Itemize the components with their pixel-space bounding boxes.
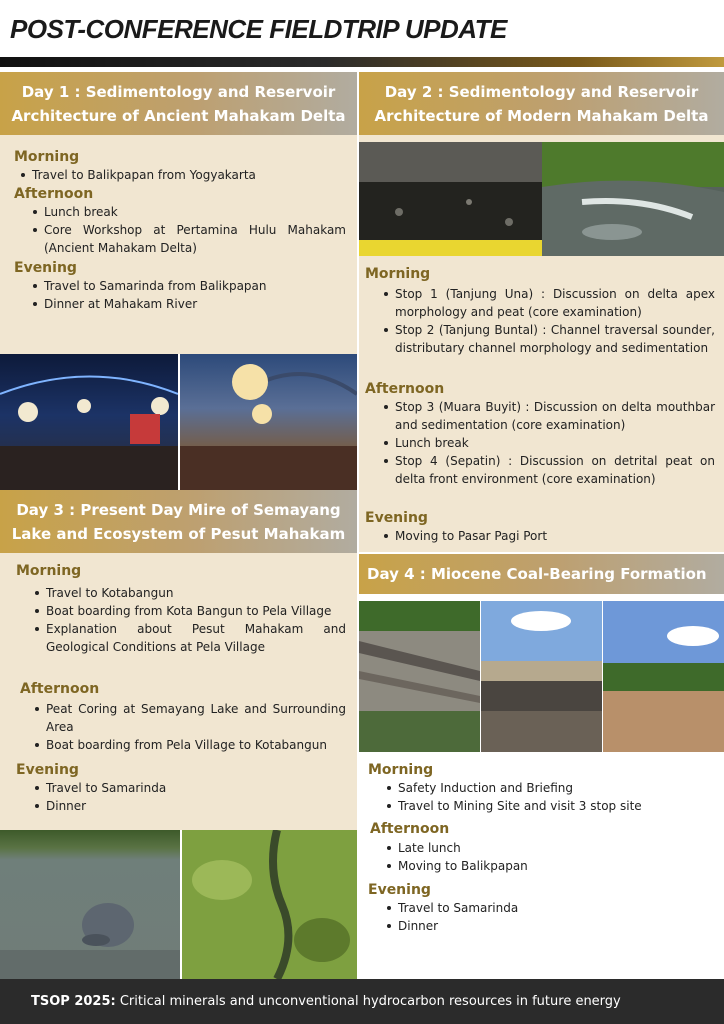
title-rule	[0, 57, 724, 67]
day2-morning-label: Morning	[365, 266, 431, 282]
coal-mine-photo-3	[603, 601, 724, 752]
list-item: Stop 2 (Tanjung Buntal) : Channel traversal sounder, distributary channel morphology and sedimentation	[381, 321, 715, 357]
page-title: POST-CONFERENCE FIELDTRIP UPDATE	[10, 14, 507, 44]
day2-afternoon-label: Afternoon	[365, 381, 445, 397]
day4-afternoon	[370, 820, 718, 875]
list-item: Stop 3 (Muara Buyit) : Discussion on delta mouthbar and sedimentation (core examination)	[381, 398, 715, 434]
list-item: Peat Coring at Semayang Lake and Surrounding Area	[32, 700, 346, 736]
day1-header: Day 1 : Sedimentology and Reservoir Architecture of Ancient Mahakam Delta	[0, 72, 357, 135]
day3-morning	[16, 562, 346, 656]
river-bridge-photo	[0, 354, 178, 490]
day3-header: Day 3 : Present Day Mire of Semayang Lake and Ecosystem of Pesut Mahakam	[0, 490, 357, 553]
day3-evening-label: Evening	[16, 762, 79, 778]
day4-afternoon-label: Afternoon	[370, 821, 450, 837]
list-item: Travel to Kotabangun	[32, 584, 346, 602]
day1-morning-label: Morning	[14, 149, 80, 165]
coal-mine-photo-2	[481, 601, 602, 752]
aerial-river-photo	[182, 830, 357, 979]
day3-afternoon-label: Afternoon	[20, 681, 100, 697]
list-item: Stop 4 (Sepatin) : Discussion on detrital peat on delta front environment (core examination)	[381, 452, 715, 488]
list-item: Travel to Samarinda	[384, 899, 718, 917]
footer-event: TSOP 2025:	[31, 994, 116, 1009]
list-item: Travel to Samarinda	[32, 779, 346, 797]
day4-header: Day 4 : Miocene Coal-Bearing Formation	[359, 554, 724, 594]
day2-header: Day 2 : Sedimentology and Reservoir Architecture of Modern Mahakam Delta	[359, 72, 724, 135]
footer-tagline: Critical minerals and unconventional hydrocarbon resources in future energy	[119, 994, 621, 1009]
list-item: Explanation about Pesut Mahakam and Geological Conditions at Pela Village	[32, 620, 346, 656]
coal-outcrop-photo-1	[359, 601, 480, 752]
list-item: Moving to Balikpapan	[384, 857, 718, 875]
day1-evening-label: Evening	[14, 260, 77, 276]
day2-evening-label: Evening	[365, 510, 428, 526]
footer-bar	[0, 979, 724, 1024]
list-item: Boat boarding from Pela Village to Kotabangun	[32, 736, 346, 754]
peat-core-photo	[359, 142, 542, 256]
day1-morning	[14, 148, 346, 184]
day1-afternoon	[14, 185, 346, 257]
day1-afternoon-label: Afternoon	[14, 186, 94, 202]
pesut-dolphin-photo	[0, 830, 180, 979]
list-item: Dinner	[384, 917, 718, 935]
list-item: Dinner	[32, 797, 346, 815]
list-item: Dinner at Mahakam River	[30, 295, 346, 313]
list-item: Safety Induction and Briefing	[384, 779, 718, 797]
day4-evening-label: Evening	[368, 882, 431, 898]
list-item: Late lunch	[384, 839, 718, 857]
day3-evening	[16, 761, 346, 815]
list-item: Core Workshop at Pertamina Hulu Mahakam (Ancient Mahakam Delta)	[30, 221, 346, 257]
day4-morning	[368, 761, 718, 815]
day2-afternoon	[365, 380, 715, 488]
list-item: Stop 1 (Tanjung Una) : Discussion on delta apex morphology and peat (core examination)	[381, 285, 715, 321]
delta-aerial-photo	[542, 142, 724, 256]
list-item: Moving to Pasar Pagi Port	[381, 527, 715, 545]
day3-morning-label: Morning	[16, 563, 82, 579]
list-item: Lunch break	[381, 434, 715, 452]
day3-afternoon	[20, 680, 346, 754]
list-item: Travel to Mining Site and visit 3 stop site	[384, 797, 718, 815]
day2-evening	[365, 509, 715, 545]
list-item: Travel to Balikpapan from Yogyakarta	[18, 166, 346, 184]
day1-evening	[14, 259, 346, 313]
day2-morning	[365, 265, 715, 357]
list-item: Travel to Samarinda from Balikpapan	[30, 277, 346, 295]
day4-morning-label: Morning	[368, 762, 434, 778]
boat-dinner-photo	[180, 354, 357, 490]
list-item: Lunch break	[30, 203, 346, 221]
day4-evening	[368, 881, 718, 935]
list-item: Boat boarding from Kota Bangun to Pela Village	[32, 602, 346, 620]
